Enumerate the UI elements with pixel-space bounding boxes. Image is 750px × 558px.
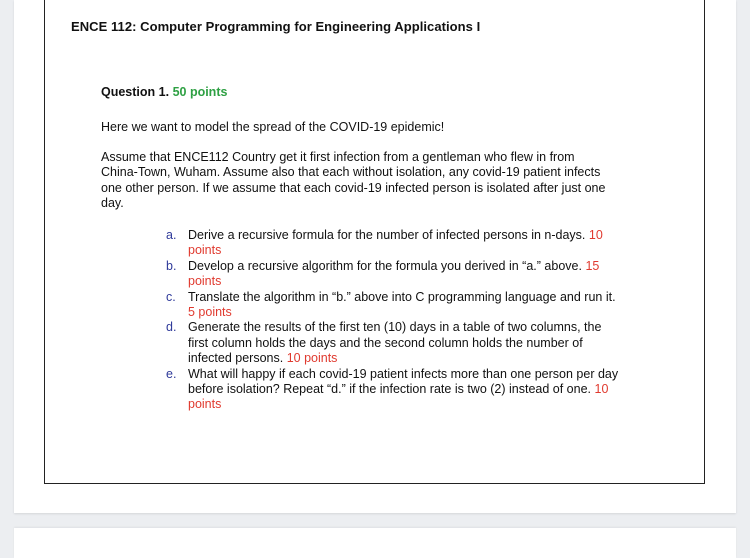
item-line: Translate the algorithm in “b.” above into C programming language and run it. bbox=[188, 289, 616, 304]
item-points: 10 points bbox=[286, 351, 338, 366]
next-page bbox=[14, 528, 736, 558]
list-letter: c. bbox=[166, 289, 176, 304]
assumption-paragraph bbox=[101, 150, 661, 212]
question-points: 50 points bbox=[172, 85, 228, 99]
paragraph-line: day. bbox=[101, 196, 124, 211]
list-item-b bbox=[166, 259, 676, 290]
item-line: What will happy if each covid-19 patient infects more than one person per day bbox=[188, 366, 619, 381]
intro-text: Here we want to model the spread of the COVID-19 epidemic! bbox=[101, 120, 445, 134]
item-points: points bbox=[188, 274, 222, 289]
paragraph-line: Assume that ENCE112 Country get it first infection from a gentleman who flew in from bbox=[101, 150, 575, 164]
document-page bbox=[14, 0, 736, 513]
list-item-a bbox=[166, 228, 676, 259]
item-points: 5 points bbox=[188, 305, 232, 320]
list-letter: e. bbox=[166, 366, 177, 381]
question-label: Question 1. bbox=[101, 85, 170, 99]
list-item-d bbox=[166, 320, 676, 366]
list-item-c bbox=[166, 290, 676, 321]
item-line: Generate the results of the first ten (10) days in a table of two columns, the bbox=[188, 320, 602, 335]
item-line: infected persons. 10 points bbox=[188, 351, 338, 366]
course-title: ENCE 112: Computer Programming for Engineering Applications I bbox=[71, 19, 481, 34]
item-points: points bbox=[188, 243, 222, 258]
question-heading bbox=[101, 85, 227, 99]
item-points: 10 bbox=[588, 228, 603, 242]
item-points: 15 bbox=[585, 258, 600, 273]
list-letter: a. bbox=[166, 228, 177, 242]
paragraph-line: one other person. If we assume that each covid-19 infected person is isolated after just one bbox=[101, 180, 606, 195]
item-line: Develop a recursive algorithm for the formula you derived in “a.” above. 15 bbox=[188, 258, 600, 273]
task-list bbox=[166, 228, 676, 413]
list-letter: b. bbox=[166, 258, 177, 273]
paragraph-line: China-Town, Wuham. Assume also that each without isolation, any covid-19 patient infects bbox=[101, 165, 601, 180]
item-line: first column holds the days and the second column holds the number of bbox=[188, 335, 583, 350]
list-letter: d. bbox=[166, 320, 177, 335]
item-points: 10 bbox=[594, 382, 609, 397]
item-line: before isolation? Repeat “d.” if the infection rate is two (2) instead of one. 10 bbox=[188, 382, 609, 397]
item-line: Derive a recursive formula for the number of infected persons in n-days. 10 bbox=[188, 228, 603, 242]
list-item-e bbox=[166, 367, 676, 413]
item-points: points bbox=[188, 397, 222, 412]
